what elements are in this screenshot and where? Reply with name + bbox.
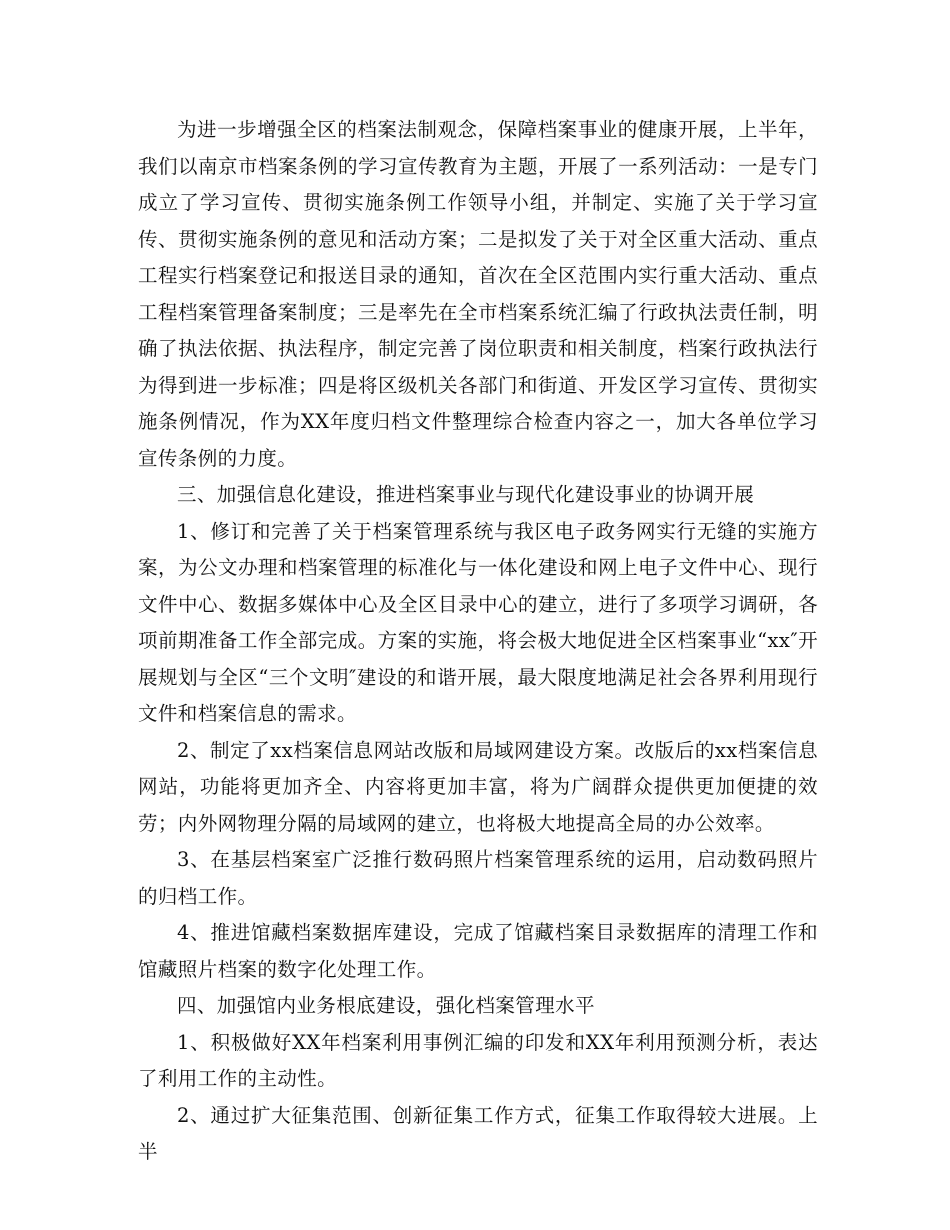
heading-section-four: 四、加强馆内业务根底建设，强化档案管理水平 (177, 994, 595, 1017)
paragraph-archive-law-promotion: 为进一步增强全区的档案法制观念，保障档案事业的健康开展，上半年，我们以南京市档案条例的学习宣传教育为主题，开展了一系列活动：一是专门成立了学习宣传、贯彻实施条例工作领导小组，并制定、实施了关于学习宣传、贯彻实施条例的意见和活动方案；二是拟发了关于对全区重大活动、重点工程实行档案登记和报送目录的通知，首次在全区范围内实行重大活动、重点工程档案管理备案制度；三是率先在全市档案系统汇编了行政执法责任制，明确了执法依据、执法程序，制定完善了岗位职责和相关制度，档案行政执法行为得到进一步标准；四是将区级机关各部门和街道、开发区学习宣传、贯彻实施条例情况，作为XX年度归档文件整理综合检查内容之一，加大各单位学习宣传条例的力度。 (138, 118, 818, 470)
document-body (138, 112, 818, 1171)
paragraph-item-1-utilization: 1、积极做好XX年档案利用事例汇编的印发和XX年利用预测分析，表达了利用工作的主动性。 (138, 1030, 818, 1090)
paragraph-item-1-egov-integration: 1、修订和完善了关于档案管理系统与我区电子政务网实行无缝的实施方案，为公文办理和档案管理的标准化与一体化建设和网上电子文件中心、现行文件中心、数据多媒体中心及全区目录中心的建立，进行了多项学习调研，各项前期准备工作全部完成。方案的实施，将会极大地促进全区档案事业“xx″开展规划与全区“三个文明″建设的和谐开展，最大限度地满足社会各界利用现行文件和档案信息的需求。 (138, 519, 818, 725)
heading-section-three: 三、加强信息化建设，推进档案事业与现代化建设事业的协调开展 (177, 483, 755, 506)
paragraph-item-2-collection: 2、通过扩大征集范围、创新征集工作方式，征集工作取得较大进展。上半 (138, 1103, 818, 1163)
paragraph-item-4-database: 4、推进馆藏档案数据库建设，完成了馆藏档案目录数据库的清理工作和馆藏照片档案的数字化处理工作。 (138, 921, 818, 981)
paragraph-item-2-website-lan: 2、制定了xx档案信息网站改版和局域网建设方案。改版后的xx档案信息网站，功能将更加齐全、内容将更加丰富，将为广阔群众提供更加便捷的效劳；内外网物理分隔的局域网的建立，也将极大地提高全局的办公效率。 (138, 738, 818, 835)
paragraph-item-3-digital-photos: 3、在基层档案室广泛推行数码照片档案管理系统的运用，启动数码照片的归档工作。 (138, 848, 818, 908)
